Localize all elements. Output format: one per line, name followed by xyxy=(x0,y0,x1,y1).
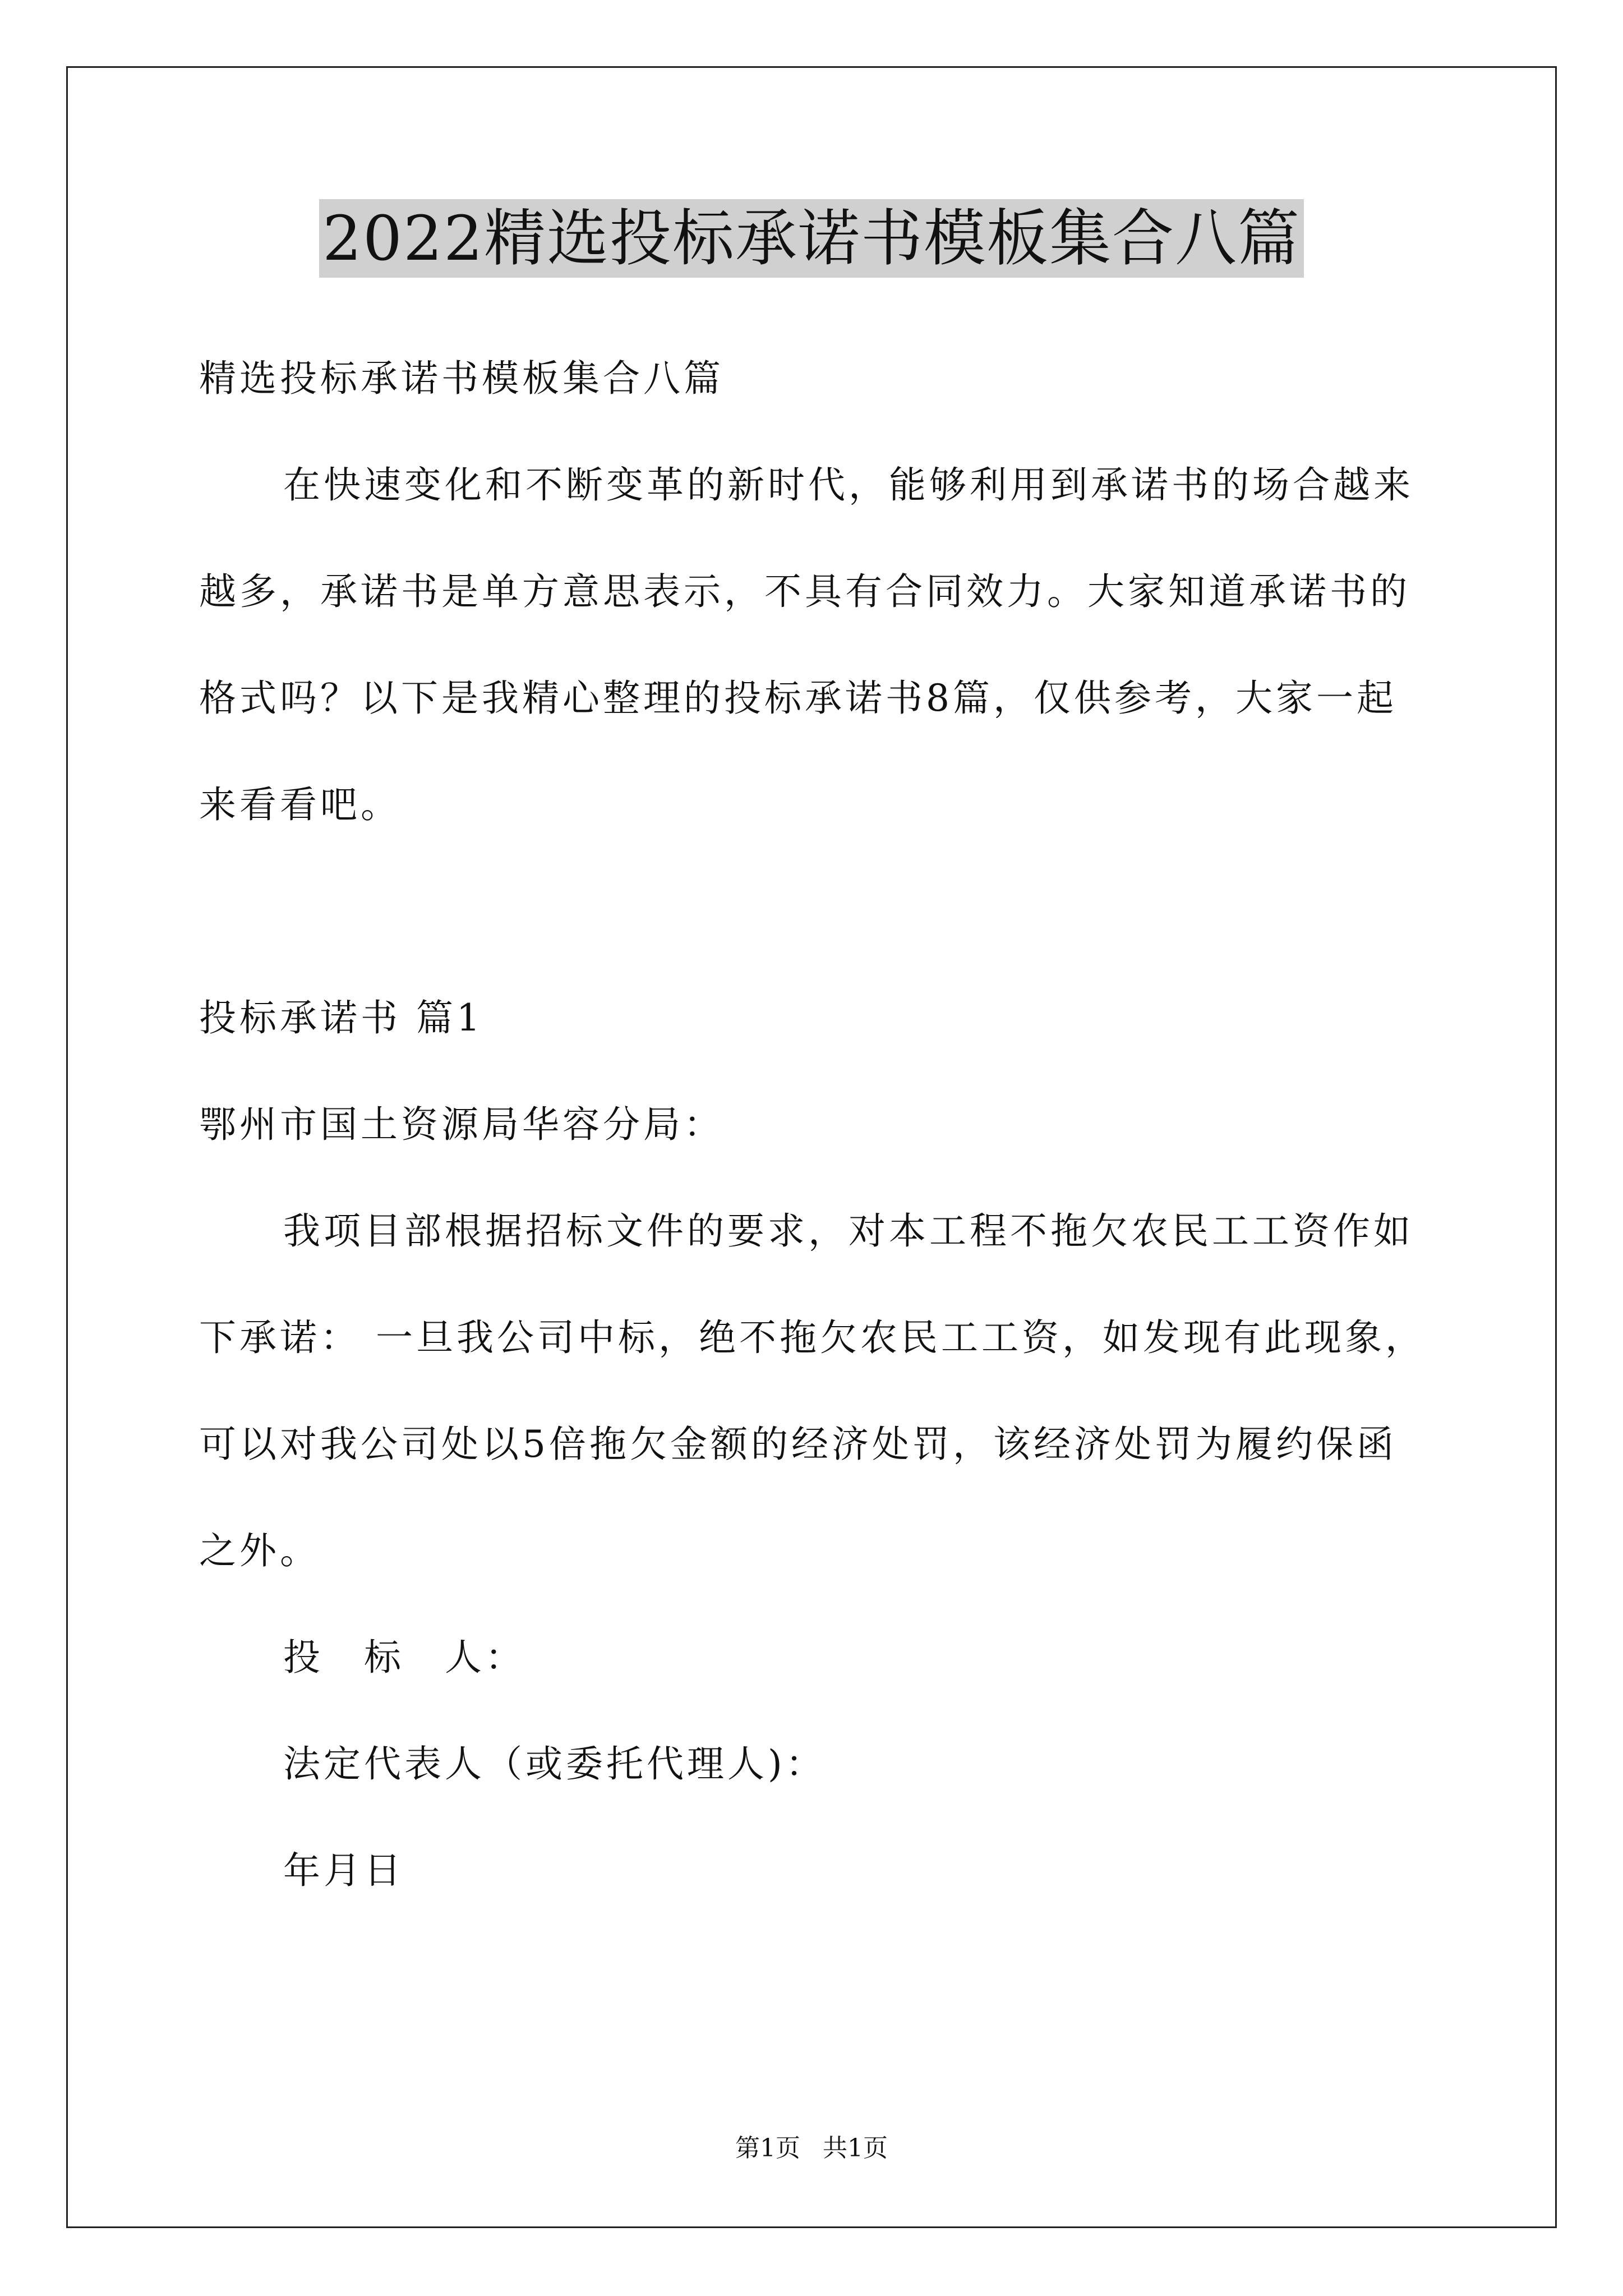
intro-line: 格式吗？以下是我精心整理的投标承诺书8篇，仅供参考，大家一起 xyxy=(199,677,1397,720)
document-subtitle: 精选投标承诺书模板集合八篇 xyxy=(199,357,724,400)
page-number-current: 第1页 xyxy=(735,2134,800,2162)
body-line: 可以对我公司处以5倍拖欠金额的经济处罚，该经济处罚为履约保函 xyxy=(199,1423,1397,1466)
sign-representative: 法定代表人（或委托代理人)： xyxy=(283,1742,826,1786)
intro-line: 越多，承诺书是单方意思表示，不具有合同效力。大家知道承诺书的 xyxy=(199,570,1410,613)
page-footer xyxy=(0,2132,1623,2165)
sign-date: 年月日 xyxy=(283,1849,404,1892)
document-title: 2022精选投标承诺书模板集合八篇 xyxy=(319,199,1304,278)
section-heading: 投标承诺书 篇1 xyxy=(199,996,483,1039)
body-line: 之外。 xyxy=(199,1529,320,1572)
sign-bidder: 投 标 人： xyxy=(283,1636,525,1679)
body-line: 我项目部根据招标文件的要求，对本工程不拖欠农民工工资作如 xyxy=(283,1209,1414,1253)
title-container xyxy=(0,199,1623,278)
body-line: 下承诺： 一旦我公司中标，绝不拖欠农民工工资，如发现有此现象， xyxy=(199,1316,1426,1359)
page-number-total: 共1页 xyxy=(823,2134,888,2162)
intro-line: 来看看吧。 xyxy=(199,783,401,826)
intro-line: 在快速变化和不断变革的新时代，能够利用到承诺书的场合越来 xyxy=(283,463,1414,507)
recipient: 鄂州市国土资源局华容分局： xyxy=(199,1103,724,1146)
